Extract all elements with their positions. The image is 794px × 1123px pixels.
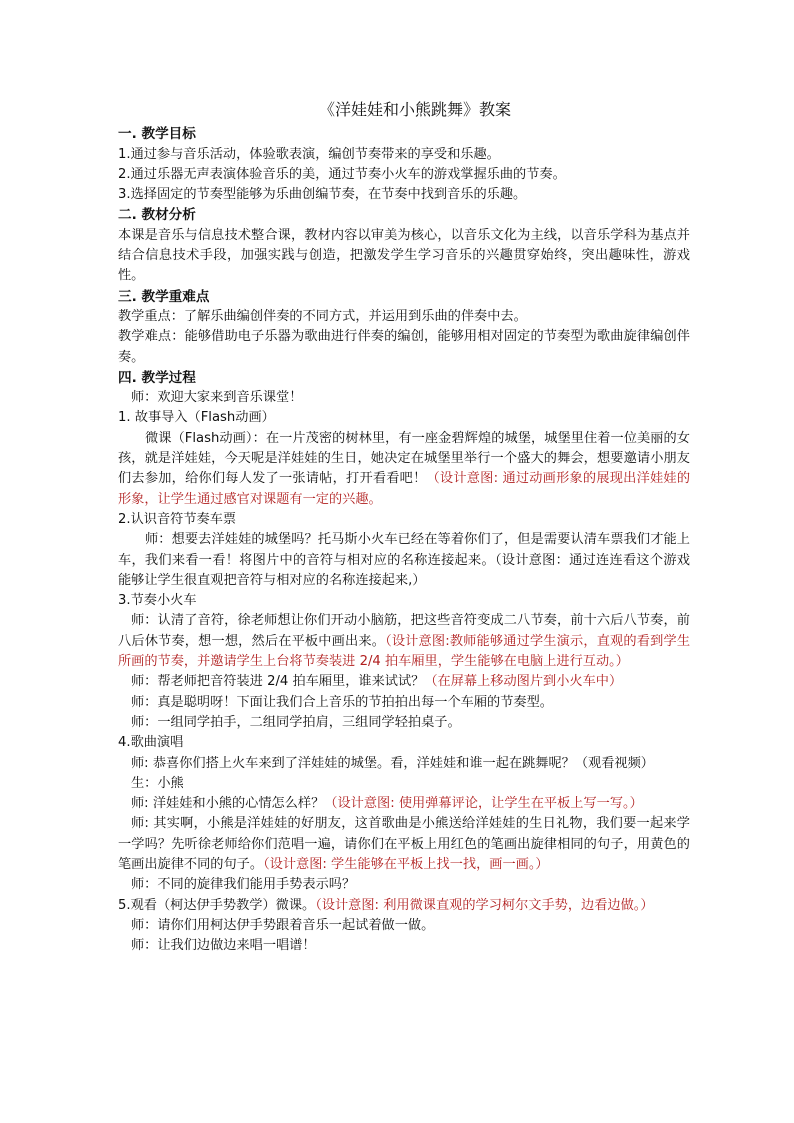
dialogue-line: 生：小熊	[131, 775, 184, 791]
step-title: 4.歌曲演唱	[118, 735, 184, 751]
step-paragraph: 师：认清了音符，徐老师想让你们开动小脑筋，把这些音符变成二八节奏，前十六后八节奏，前八后休节奏，想一想，然后在平板中画出来。（设计意图:教师能够通过学生演示，直观的看到学生所画的节奏，并邀请学生上台将节奏装进 2/4 拍车厢里，学生能够在电脑上进行互动。）	[118, 613, 691, 670]
step-title: 2.认识音符节奏车票	[118, 511, 237, 527]
goal-item: 1.通过参与音乐活动，体验歌表演，编创节奏带来的享受和乐趣。	[118, 146, 500, 162]
design-intent-note: （设计意图: 利用微课直观的学习柯尔文手势，边看边做。）	[315, 897, 654, 913]
step-paragraph: 微课（Flash动画）：在一片茂密的树林里，有一座金碧辉煌的城堡，城堡里住着一位美丽的女孩，就是洋娃娃，今天呢是洋娃娃的生日，她决定在城堡里举行一个盛大的舞会，想要邀请小朋友们去参加，给你们每人发了一张请帖，打开看看吧！（设计意图: 通过动画形象的展现出洋娃娃的形象，让学生通过感官对课题有一定的兴趣。	[118, 430, 691, 507]
difficult-point: 教学难点：能够借助电子乐器为歌曲进行伴奏的编创，能够用相对固定的节奏型为歌曲旋律编创伴奏。	[118, 329, 690, 365]
dialogue-line: 师: 恭喜你们搭上火车来到了洋娃娃的城堡。看，洋娃娃和谁一起在跳舞呢？（观看视频）	[131, 755, 654, 771]
dialogue-line: 师：让我们边做边来唱一唱谱！	[131, 938, 316, 954]
section-heading-process: 四. 教学过程	[118, 369, 196, 386]
analysis-paragraph: 本课是音乐与信息技术整合课，教材内容以审美为核心，以音乐文化为主线，以音乐学科为基点并结合信息技术手段，加强实践与创造，把激发学生学习音乐的兴趣贯穿始终，突出趣味性，游戏性。	[118, 227, 690, 284]
design-intent-note: （设计意图: 学生能够在平板上找一找，画一画。）	[263, 856, 549, 872]
section-heading-goals: 一. 教学目标	[118, 126, 196, 143]
goal-item: 2.通过乐器无声表演体验音乐的美，通过节奏小火车的游戏掌握乐曲的节奏。	[118, 166, 566, 182]
dialogue-line: 师: 其实啊，小熊是洋娃娃的好朋友，这首歌曲是小熊送给洋娃娃的生日礼物，我们要一起来学一学吗？先听徐老师给你们范唱一遍，请你们在平板上用红色的笔画出旋律相同的句子，用黄色的笔画出旋律不同的句子。（设计意图: 学生能够在平板上找一找，画一画。）	[118, 816, 690, 872]
key-point: 教学重点：了解乐曲编创伴奏的不同方式，并运用到乐曲的伴奏中去。	[118, 308, 527, 324]
step-paragraph: 师：想要去洋娃娃的城堡吗？托马斯小火车已经在等着你们了，但是需要认清车票我们才能上车，我们来看一看！将图片中的音符与相对应的名称连接起来。（设计意图：通过连连看这个游戏能够让学生很直观把音符与相对应的名称连接起来,）	[118, 532, 690, 588]
dialogue-line: 师：真是聪明呀！下面让我们合上音乐的节拍拍出每一个车厢的节奏型。	[131, 694, 553, 710]
dialogue-line: 师: 洋娃娃和小熊的心情怎么样？（设计意图: 使用弹幕评论，让学生在平板上写一写。）	[131, 796, 643, 812]
design-intent-note: （设计意图:教师能够通过学生演示，直观的看到学生所画的节奏，并邀请学生上台将节奏装进 2/4 拍车厢里，学生能够在电脑上进行互动。）	[118, 633, 691, 670]
step-title: 1. 故事导入（Flash动画）	[118, 410, 275, 426]
step-title: 5.观看（柯达伊手势教学）微课。（设计意图: 利用微课直观的学习柯尔文手势，边看边做。）	[118, 897, 654, 913]
section-heading-analysis: 二. 教材分析	[118, 207, 196, 224]
page-title: 《洋娃娃和小熊跳舞》教案	[318, 100, 511, 119]
dialogue-line: 师：一组同学拍手，二组同学拍肩，三组同学轻拍桌子。	[131, 714, 461, 730]
dialogue-line: 师：请你们用柯达伊手势跟着音乐一起试着做一做。	[131, 917, 435, 933]
lesson-plan-page	[118, 100, 690, 956]
dialogue-line: 师：欢迎大家来到音乐课堂！	[131, 390, 303, 406]
step-title: 3.节奏小火车	[118, 593, 197, 609]
goal-item: 3.选择固定的节奏型能够为乐曲创编节奏，在节奏中找到音乐的乐趣。	[118, 187, 527, 203]
section-heading-key-points: 三. 教学重难点	[118, 288, 210, 305]
design-intent-note: （设计意图: 通过动画形象的展现出洋娃娃的形象，让学生通过感官对课题有一定的兴趣。	[118, 471, 691, 507]
design-intent-note: （设计意图: 使用弹幕评论，让学生在平板上写一写。）	[324, 796, 643, 812]
dialogue-line: 师：帮老师把音符装进 2/4 拍车厢里，谁来试试？（在屏幕上移动图片到小火车中）	[131, 674, 623, 690]
design-intent-note: （在屏幕上移动图片到小火车中）	[424, 674, 623, 690]
dialogue-line: 师：不同的旋律我们能用手势表示吗？	[131, 877, 356, 893]
